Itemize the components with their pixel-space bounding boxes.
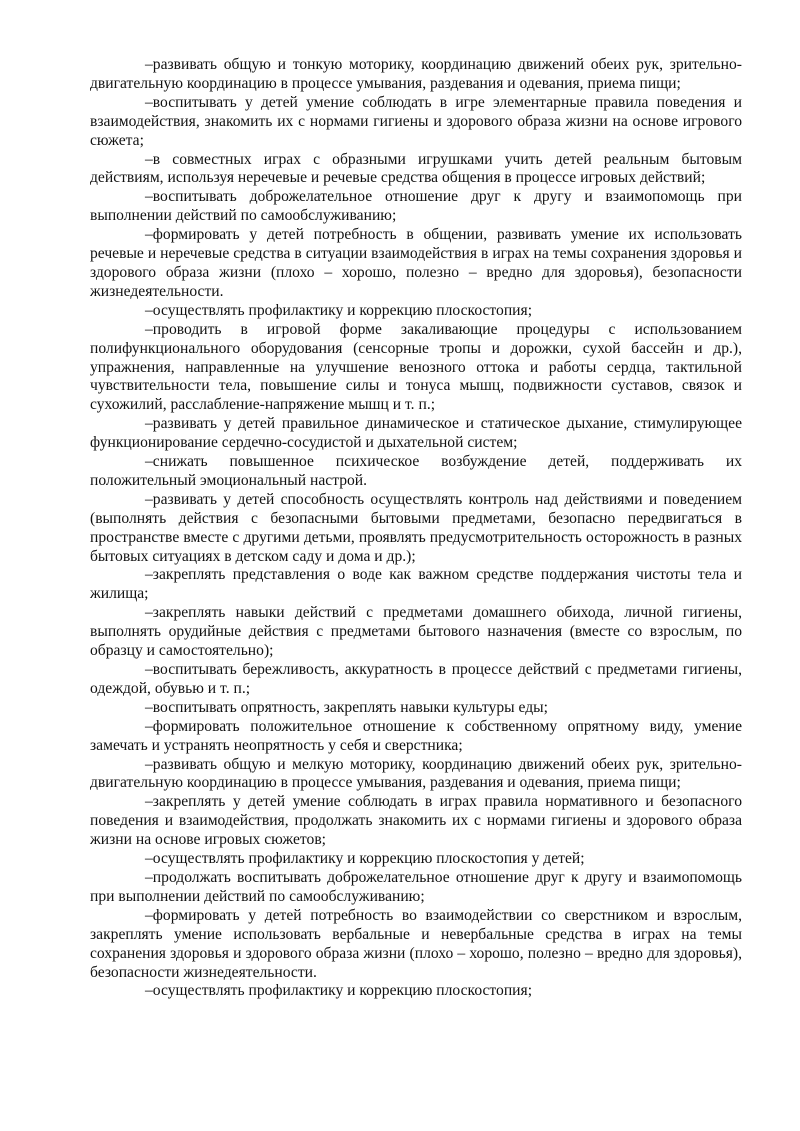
paragraph: –развивать у детей правильное динамическое и статическое дыхание, стимулирующее функционирование сердечно-сосудистой и дыхательной систем; [90,415,742,452]
paragraph: –воспитывать опрятность, закреплять навыки культуры еды; [145,698,548,716]
paragraph: –проводить в игровой форме закаливающие процедуры с использованием полифункционального оборудования (сенсорные тропы и дорожки, сухой бассейн и др.), упражнения, направленные на улучшение венозного оттока и работы сердца, тактильной чувствительности тела, повышение силы и тонуса мышц, подвижности суставов, связок и сухожилий, расслабление-напряжение мышц и т. п.; [90,320,742,414]
paragraph: –закреплять у детей умение соблюдать в играх правила нормативного и безопасного поведения и взаимодействия, продолжать знакомить их с нормами гигиены и здорового образа жизни на основе игровых сюжетов; [90,793,742,849]
paragraph: –закреплять навыки действий с предметами домашнего обихода, личной гигиены, выполнять орудийные действия с предметами бытового назначения (вместе со взрослым, по образцу и самостоятельно); [90,604,742,660]
paragraph: –формировать у детей потребность во взаимодействии со сверстником и взрослым, закреплять умение использовать вербальные и невербальные средства в играх на темы сохранения здоровья и здорового образа жизни (плохо – хорошо, полезно – вредно для здоровья), безопасности жизнедеятельности. [90,906,742,981]
paragraph: –продолжать воспитывать доброжелательное отношение друг к другу и взаимопомощь при выполнении действий по самообслуживанию; [90,868,742,905]
paragraph: –закреплять представления о воде как важном средстве поддержания чистоты тела и жилища; [90,566,742,603]
paragraph: –развивать общую и мелкую моторику, координацию движений обеих рук, зрительно-двигательную координацию в процессе умывания, раздевания и одевания, приема пищи; [90,755,742,792]
paragraph: –развивать у детей способность осуществлять контроль над действиями и поведением (выполнять действия с безопасными бытовыми предметами, безопасно передвигаться в пространстве вместе с другими детьми, проявлять предусмотрительность осторожность в разных бытовых ситуациях в детском саду и дома и др.); [90,490,742,565]
paragraph: –формировать у детей потребность в общении, развивать умение их использовать речевые и неречевые средства в ситуации взаимодействия в играх на темы сохранения здоровья и здорового образа жизни (плохо – хорошо, полезно – вредно для здоровья), безопасности жизнедеятельности. [90,226,742,300]
paragraph: –в совместных играх с образными игрушками учить детей реальным бытовым действиям, используя неречевые и речевые средства общения в процессе игровых действий; [90,150,742,187]
paragraph: –осуществлять профилактику и коррекцию плоскостопия у детей; [145,850,585,868]
paragraph: –воспитывать у детей умение соблюдать в игре элементарные правила поведения и взаимодействия, знакомить их с нормами гигиены и здорового образа жизни на основе игрового сюжета; [90,93,742,149]
document-page [90,56,742,1001]
paragraph: –осуществлять профилактику и коррекцию плоскостопия; [145,982,533,1000]
paragraph: –воспитывать доброжелательное отношение друг к другу и взаимопомощь при выполнении действий по самообслуживанию; [90,188,742,225]
paragraph: –развивать общую и тонкую моторику, координацию движений обеих рук, зрительно-двигательную координацию в процессе умывания, раздевания и одевания, приема пищи; [90,56,742,92]
paragraph: –формировать положительное отношение к собственному опрятному виду, умение замечать и устранять неопрятность у себя и сверстника; [90,717,742,754]
paragraph: –воспитывать бережливость, аккуратность в процессе действий с предметами гигиены, одеждой, обувью и т. п.; [90,661,742,697]
paragraph: –осуществлять профилактику и коррекцию плоскостопия; [145,301,533,319]
paragraph: –снижать повышенное психическое возбуждение детей, поддерживать их положительный эмоциональный настрой. [90,453,742,489]
